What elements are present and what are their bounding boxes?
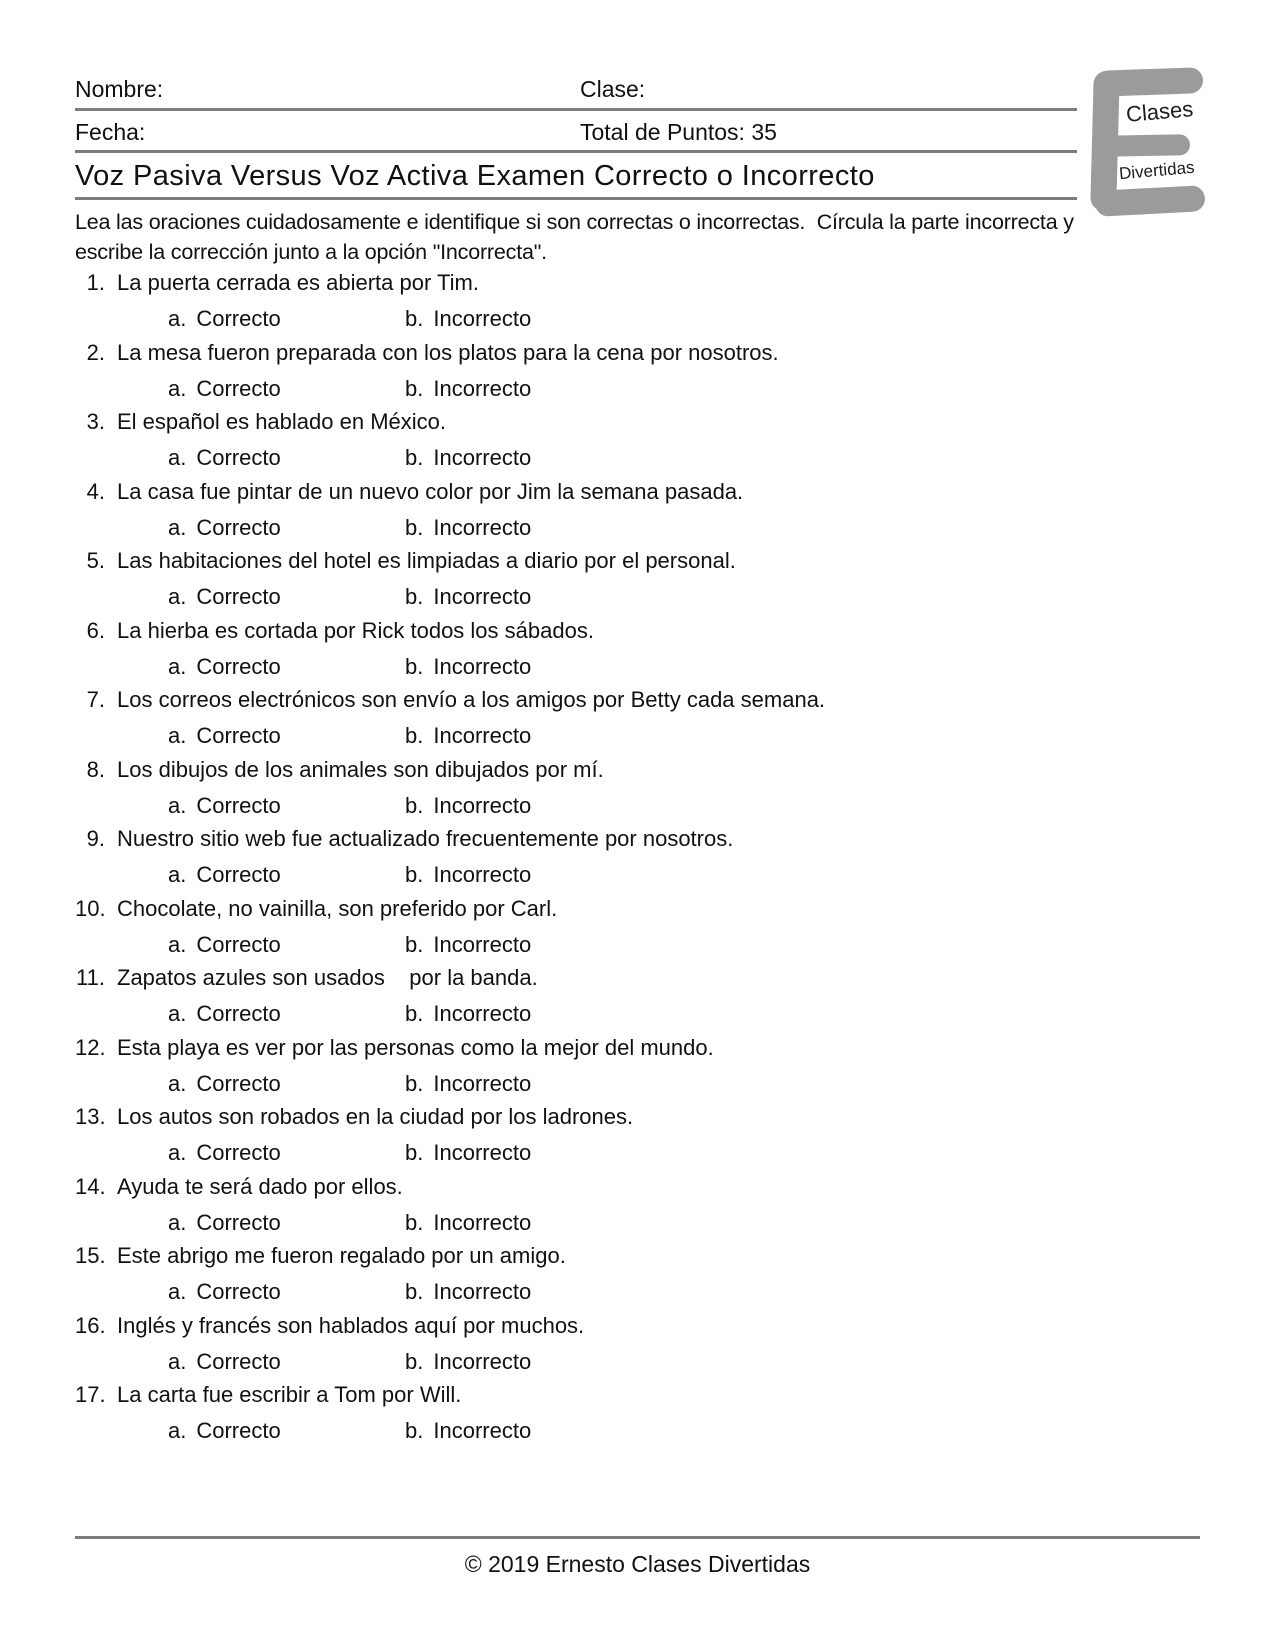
option-b-letter: b. — [405, 723, 424, 748]
title-divider — [75, 197, 1077, 200]
option-a — [168, 306, 405, 332]
question-line — [75, 1104, 1200, 1140]
option-a — [168, 793, 405, 819]
option-a-letter: a. — [168, 514, 187, 540]
footer-copyright: © 2019 Ernesto Clases Divertidas — [464, 1551, 811, 1577]
option-a — [168, 445, 405, 471]
question-item — [75, 1104, 1200, 1174]
question-number: 3. — [86, 409, 105, 434]
question-item — [75, 896, 1200, 966]
logo-text-clases: Clases — [1124, 96, 1195, 127]
option-a — [168, 584, 405, 610]
option-b-letter: b. — [405, 862, 424, 887]
question-item — [75, 1243, 1200, 1313]
option-a — [168, 723, 405, 749]
option-a-label: Correcto — [196, 584, 281, 609]
option-b-label: Incorrecto — [433, 514, 532, 540]
option-b-letter: b. — [405, 1418, 424, 1443]
option-b-label: Incorrecto — [433, 931, 532, 957]
option-a — [168, 1140, 405, 1166]
question-line — [75, 270, 1200, 306]
class-label: Clase: — [580, 76, 646, 102]
option-b-letter: b. — [405, 1209, 424, 1235]
question-text: Nuestro sitio web fue actualizado frecuentemente por nosotros. — [117, 826, 734, 851]
option-b-label: Incorrecto — [433, 792, 532, 818]
header-row-date-points — [75, 119, 1200, 146]
question-number: 14. — [75, 1173, 106, 1199]
question-options — [75, 1001, 1200, 1035]
option-a-letter: a. — [168, 931, 187, 957]
option-b — [405, 445, 531, 471]
question-line — [75, 340, 1200, 376]
question-number: 5. — [86, 548, 105, 573]
question-options — [75, 1140, 1200, 1174]
worksheet-content — [75, 0, 1200, 1452]
option-b — [405, 862, 531, 888]
option-a — [168, 862, 405, 888]
option-b — [405, 1001, 531, 1027]
option-b-letter: b. — [405, 931, 424, 957]
question-options — [75, 1210, 1200, 1244]
question-item — [75, 1313, 1200, 1383]
option-b — [405, 376, 531, 402]
option-b-letter: b. — [405, 1279, 424, 1304]
option-b-label: Incorrecto — [433, 1418, 532, 1443]
question-number: 10. — [75, 895, 106, 921]
question-line — [75, 1174, 1200, 1210]
option-a — [168, 1001, 405, 1027]
question-text: La casa fue pintar de un nuevo color por Jim la semana pasada. — [117, 478, 744, 504]
question-options — [75, 515, 1200, 549]
option-a-label: Correcto — [196, 1001, 281, 1026]
question-text: El español es hablado en México. — [117, 409, 446, 434]
option-a-letter: a. — [168, 723, 187, 748]
question-item — [75, 548, 1200, 618]
question-number: 12. — [75, 1034, 106, 1060]
question-text: Esta playa es ver por las personas como la mejor del mundo. — [117, 1034, 714, 1060]
question-text: La mesa fueron preparada con los platos para la cena por nosotros. — [117, 339, 779, 365]
option-b — [405, 654, 531, 680]
option-a-letter: a. — [168, 1070, 187, 1096]
question-number: 1. — [86, 270, 105, 295]
option-b-label: Incorrecto — [433, 1001, 532, 1026]
question-options — [75, 793, 1200, 827]
option-a-letter: a. — [168, 584, 187, 609]
option-b — [405, 584, 531, 610]
option-b-letter: b. — [405, 1001, 424, 1026]
option-a-letter: a. — [168, 1001, 187, 1026]
option-a — [168, 1071, 405, 1097]
option-b-letter: b. — [405, 445, 424, 470]
question-options — [75, 306, 1200, 340]
option-a-label: Correcto — [196, 1418, 281, 1443]
option-b-letter: b. — [405, 792, 424, 818]
instructions-text: Lea las oraciones cuidadosamente e identifique si son correctas o incorrectas. Círcula la parte incorrecta y escribe la corrección junto a la opción "Incorrecta". — [75, 210, 1080, 264]
question-line — [75, 826, 1200, 862]
question-number: 11. — [76, 965, 105, 990]
question-item — [75, 1382, 1200, 1452]
option-a-letter: a. — [168, 1279, 187, 1304]
option-b-label: Incorrecto — [433, 653, 532, 679]
question-line — [75, 757, 1200, 793]
option-b-label: Incorrecto — [433, 375, 532, 401]
option-a-letter: a. — [168, 445, 187, 470]
option-b — [405, 1279, 531, 1305]
logo-e-arm-middle — [1100, 134, 1190, 157]
question-item — [75, 826, 1200, 896]
header-divider-2 — [75, 150, 1077, 153]
question-item — [75, 479, 1200, 549]
question-text: Chocolate, no vainilla, son preferido por Carl. — [117, 895, 558, 921]
question-text: Los dibujos de los animales son dibujados por mí. — [117, 756, 604, 782]
question-line — [75, 618, 1200, 654]
page-title: Voz Pasiva Versus Voz Activa Examen Correcto o Incorrecto — [75, 160, 875, 192]
option-a — [168, 1349, 405, 1375]
option-a-label: Correcto — [196, 931, 281, 957]
option-a — [168, 1210, 405, 1236]
question-item — [75, 687, 1200, 757]
option-a-letter: a. — [168, 792, 187, 818]
option-b — [405, 1140, 531, 1166]
question-list — [75, 270, 1200, 1452]
option-a-letter: a. — [168, 653, 187, 679]
question-number: 16. — [75, 1312, 106, 1338]
question-line — [75, 548, 1200, 584]
footer-divider — [75, 1536, 1200, 1539]
question-item — [75, 270, 1200, 340]
option-b-letter: b. — [405, 306, 424, 331]
question-number: 7. — [86, 687, 105, 712]
option-a-label: Correcto — [196, 1070, 281, 1096]
header-row-name-class — [75, 76, 1200, 103]
question-text: La puerta cerrada es abierta por Tim. — [117, 270, 479, 295]
option-b-label: Incorrecto — [433, 1348, 532, 1374]
question-text: Ayuda te será dado por ellos. — [117, 1173, 403, 1199]
option-a-label: Correcto — [196, 792, 281, 818]
question-item — [75, 1035, 1200, 1105]
logo-e-arm-bottom — [1094, 185, 1205, 217]
question-item — [75, 618, 1200, 688]
option-a-letter: a. — [168, 1140, 187, 1165]
option-b-letter: b. — [405, 653, 424, 679]
option-a-letter: a. — [168, 375, 187, 401]
option-a-label: Correcto — [196, 375, 281, 401]
question-line — [75, 1382, 1200, 1418]
option-a-label: Correcto — [196, 514, 281, 540]
option-a — [168, 654, 405, 680]
question-options — [75, 376, 1200, 410]
question-line — [75, 687, 1200, 723]
option-a-letter: a. — [168, 862, 187, 887]
option-b — [405, 1210, 531, 1236]
question-text: Inglés y francés son hablados aquí por muchos. — [117, 1312, 585, 1338]
question-item — [75, 965, 1200, 1035]
option-b — [405, 1071, 531, 1097]
option-b-letter: b. — [405, 1140, 424, 1165]
question-text: Los correos electrónicos son envío a los amigos por Betty cada semana. — [117, 687, 826, 712]
option-a-label: Correcto — [196, 1279, 281, 1304]
clases-divertidas-logo — [1090, 66, 1210, 218]
question-number: 6. — [86, 617, 105, 643]
date-label: Fecha: — [75, 119, 146, 145]
question-text: Zapatos azules son usados por la banda. — [117, 965, 538, 990]
question-line — [75, 1035, 1200, 1071]
question-line — [75, 1313, 1200, 1349]
question-options — [75, 862, 1200, 896]
option-a-label: Correcto — [196, 653, 281, 679]
option-b-label: Incorrecto — [433, 1209, 532, 1235]
option-b-label: Incorrecto — [433, 1070, 532, 1096]
question-line — [75, 1243, 1200, 1279]
question-options — [75, 654, 1200, 688]
question-number: 9. — [86, 826, 105, 851]
question-options — [75, 1418, 1200, 1452]
question-options — [75, 1279, 1200, 1313]
option-b-label: Incorrecto — [433, 723, 532, 748]
option-a-label: Correcto — [196, 1209, 281, 1235]
option-b-label: Incorrecto — [433, 1140, 532, 1165]
option-a-label: Correcto — [196, 723, 281, 748]
question-number: 2. — [86, 339, 105, 365]
question-text: La carta fue escribir a Tom por Will. — [117, 1382, 462, 1407]
header-divider-1 — [75, 108, 1077, 111]
option-a — [168, 376, 405, 402]
question-item — [75, 1174, 1200, 1244]
question-text: Las habitaciones del hotel es limpiadas a diario por el personal. — [117, 548, 736, 573]
question-options — [75, 1349, 1200, 1383]
option-b-label: Incorrecto — [433, 1279, 532, 1304]
question-number: 17. — [75, 1382, 106, 1407]
question-options — [75, 584, 1200, 618]
option-b-letter: b. — [405, 1070, 424, 1096]
points-label: Total de Puntos: 35 — [580, 119, 777, 145]
question-line — [75, 479, 1200, 515]
option-a-label: Correcto — [196, 306, 281, 331]
option-b — [405, 1349, 531, 1375]
option-b-letter: b. — [405, 584, 424, 609]
option-b-label: Incorrecto — [433, 584, 532, 609]
question-line — [75, 896, 1200, 932]
option-b-letter: b. — [405, 1348, 424, 1374]
option-a — [168, 515, 405, 541]
option-a — [168, 1279, 405, 1305]
option-a-label: Correcto — [196, 1348, 281, 1374]
option-a — [168, 1418, 405, 1444]
option-b-label: Incorrecto — [433, 445, 532, 470]
question-line — [75, 965, 1200, 1001]
question-number: 4. — [86, 478, 105, 504]
question-line — [75, 409, 1200, 445]
option-b — [405, 723, 531, 749]
option-b-letter: b. — [405, 514, 424, 540]
option-a-letter: a. — [168, 306, 187, 331]
question-options — [75, 1071, 1200, 1105]
option-b — [405, 306, 531, 332]
question-item — [75, 409, 1200, 479]
question-options — [75, 723, 1200, 757]
question-text: La hierba es cortada por Rick todos los sábados. — [117, 617, 594, 643]
option-a-label: Correcto — [196, 1140, 281, 1165]
option-b — [405, 515, 531, 541]
question-text: Este abrigo me fueron regalado por un amigo. — [117, 1243, 566, 1268]
option-a-letter: a. — [168, 1348, 187, 1374]
question-number: 8. — [86, 756, 105, 782]
option-b-label: Incorrecto — [433, 306, 532, 331]
question-options — [75, 445, 1200, 479]
logo-text-divertidas: Divertidas — [1118, 157, 1196, 184]
question-options — [75, 932, 1200, 966]
name-label: Nombre: — [75, 76, 164, 102]
option-b — [405, 793, 531, 819]
question-number: 13. — [75, 1104, 106, 1129]
option-a — [168, 932, 405, 958]
option-a-label: Correcto — [196, 862, 281, 887]
option-a-label: Correcto — [196, 445, 281, 470]
question-number: 15. — [75, 1243, 106, 1268]
question-item — [75, 757, 1200, 827]
option-b — [405, 1418, 531, 1444]
question-text: Los autos son robados en la ciudad por los ladrones. — [117, 1104, 634, 1129]
logo-e-arm-top — [1095, 67, 1204, 97]
option-a-letter: a. — [168, 1209, 187, 1235]
question-item — [75, 340, 1200, 410]
option-a-letter: a. — [168, 1418, 187, 1443]
option-b — [405, 932, 531, 958]
option-b-label: Incorrecto — [433, 862, 532, 887]
option-b-letter: b. — [405, 375, 424, 401]
